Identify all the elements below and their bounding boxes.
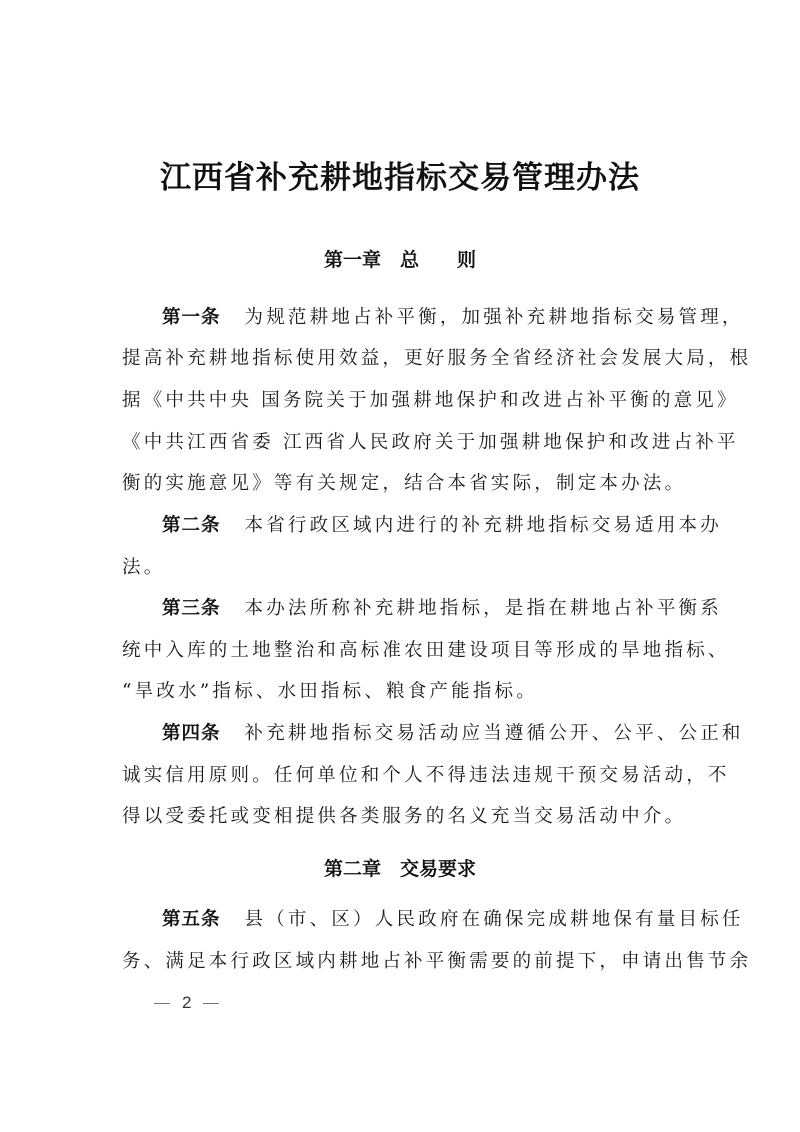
article-label: 第二条 (162, 515, 221, 536)
article-4-line-2: 诚实信用原则。任何单位和个人不得违法违规干预交易活动，不 (122, 765, 730, 786)
article-2-line-2: 法。 (122, 557, 166, 578)
article-text: 为规范耕地占补平衡，加强补充耕地指标交易管理， (244, 307, 744, 328)
article-1-first-line (162, 306, 744, 330)
chapter-heading-1: 第一章 总 则 (323, 249, 476, 271)
article-label: 第三条 (162, 598, 221, 619)
document-title: 江西省补充耕地指标交易管理办法 (160, 160, 640, 196)
article-text: 本省行政区域内进行的补充耕地指标交易适用本办 (244, 515, 722, 536)
article-1-line-2: 提高补充耕地指标使用效益，更好服务全省经济社会发展大局，根 (122, 348, 752, 369)
article-1-line-3: 据《中共中央 国务院关于加强耕地保护和改进占补平衡的意见》 (122, 390, 739, 411)
article-4-line-3: 得以受委托或变相提供各类服务的名义充当交易活动中介。 (122, 806, 687, 827)
article-5-first-line (162, 908, 744, 932)
article-label: 第五条 (162, 909, 221, 930)
article-text: 本办法所称补充耕地指标，是指在耕地占补平衡系 (244, 598, 722, 619)
article-text: 补充耕地指标交易活动应当遵循公开、公平、公正和 (244, 723, 744, 744)
article-5-line-2: 务、满足本行政区域内耕地占补平衡需要的前提下，申请出售节余 (122, 951, 752, 972)
page-footer (142, 993, 231, 1013)
article-3-first-line (162, 597, 722, 621)
footer-dash-left (154, 1003, 170, 1004)
article-3-line-3: “旱改水”指标、水田指标、粮食产能指标。 (122, 681, 538, 702)
article-text: 县（市、区）人民政府在确保完成耕地保有量目标任 (244, 909, 744, 930)
article-4-first-line (162, 722, 744, 746)
article-label: 第一条 (162, 307, 221, 328)
article-label: 第四条 (162, 723, 221, 744)
article-1-line-4: 《中共江西省委 江西省人民政府关于加强耕地保护和改进占补平 (122, 432, 739, 453)
footer-dash-right (203, 1003, 219, 1004)
chapter-heading-2: 第二章 交易要求 (323, 858, 476, 880)
article-2-first-line (162, 514, 722, 538)
page-number: 2 (182, 993, 192, 1012)
article-1-line-5: 衡的实施意见》等有关规定，结合本省实际，制定本办法。 (122, 473, 687, 494)
article-3-line-2: 统中入库的土地整治和高标准农田建设项目等形成的旱地指标、 (122, 640, 730, 661)
